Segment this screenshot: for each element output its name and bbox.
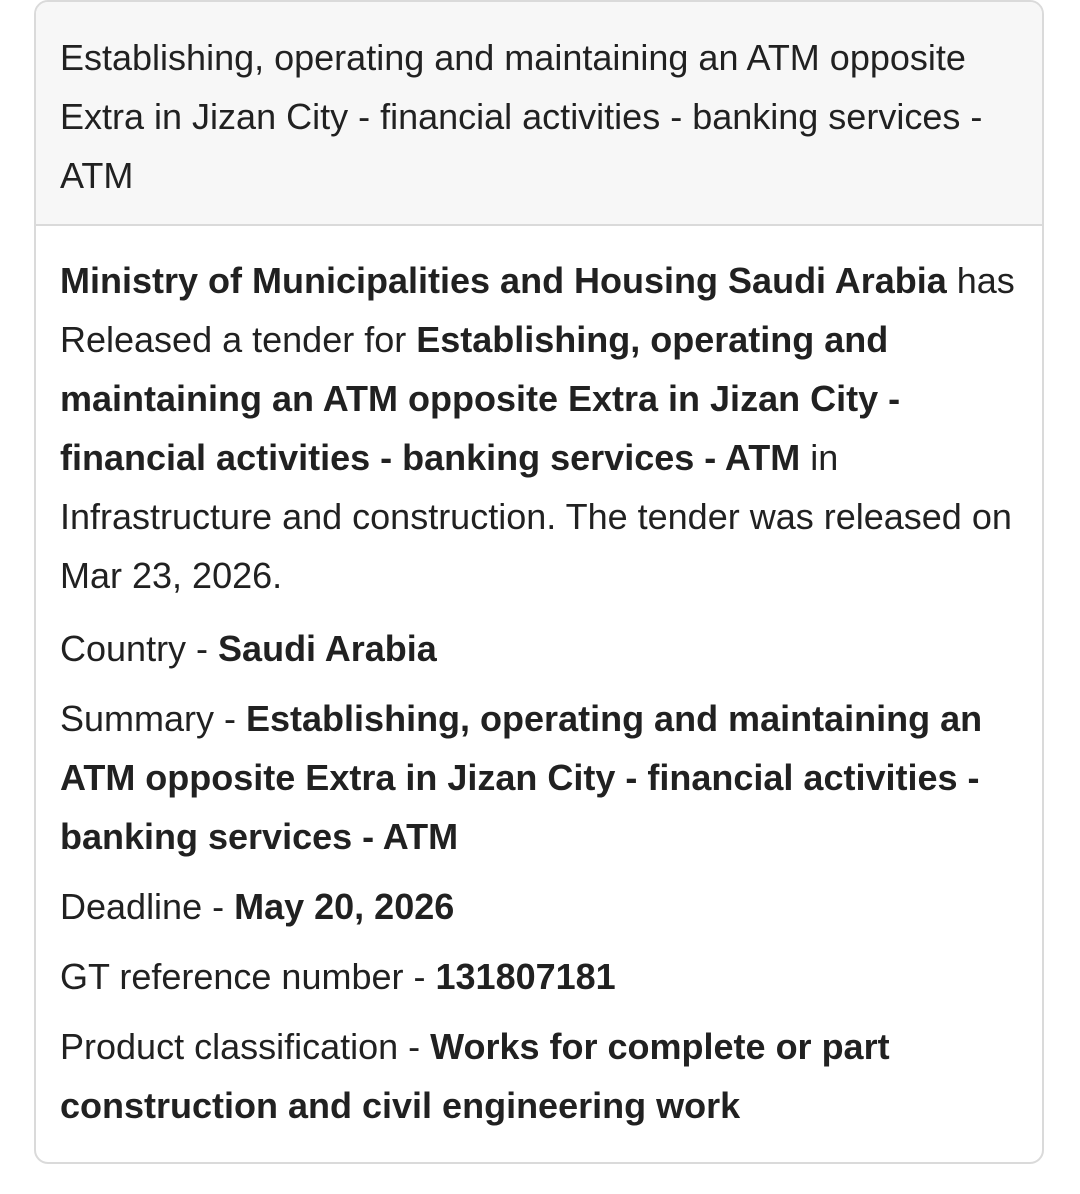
classification-label: Product classification - bbox=[60, 1026, 431, 1067]
country-label: Country - bbox=[60, 628, 219, 669]
country-field bbox=[60, 619, 1018, 678]
intro-phrase-1: has Released a tender for bbox=[60, 260, 1015, 360]
reference-value: 131807181 bbox=[435, 956, 616, 997]
tender-card-body bbox=[36, 226, 1042, 1135]
tender-card bbox=[34, 0, 1044, 1164]
tender-intro-paragraph bbox=[60, 251, 1018, 605]
tender-header-title: Establishing, operating and maintaining an ATM opposite Extra in Jizan City - financial activities - banking services - ATM bbox=[60, 37, 983, 196]
classification-value: Works for complete or part construction and civil engineering work bbox=[60, 1026, 890, 1126]
tender-card-header bbox=[36, 2, 1042, 226]
reference-label: GT reference number - bbox=[60, 956, 436, 997]
deadline-value: May 20, 2026 bbox=[234, 886, 455, 927]
summary-value: Establishing, operating and maintaining an ATM opposite Extra in Jizan City - financial activities - banking services - ATM bbox=[60, 698, 983, 857]
classification-field bbox=[60, 1017, 1018, 1135]
summary-field bbox=[60, 689, 1018, 866]
deadline-field bbox=[60, 877, 1018, 936]
organization-name: Ministry of Municipalities and Housing Saudi Arabia bbox=[60, 260, 947, 301]
summary-label: Summary - bbox=[60, 698, 247, 739]
intro-tender-title: Establishing, operating and maintaining an ATM opposite Extra in Jizan City - financial activities - banking services - ATM bbox=[60, 319, 901, 478]
country-value: Saudi Arabia bbox=[218, 628, 437, 669]
reference-field bbox=[60, 947, 1018, 1006]
deadline-label: Deadline - bbox=[60, 886, 235, 927]
intro-phrase-2: in Infrastructure and construction. The tender was released on Mar 23, 2026. bbox=[60, 437, 1012, 596]
